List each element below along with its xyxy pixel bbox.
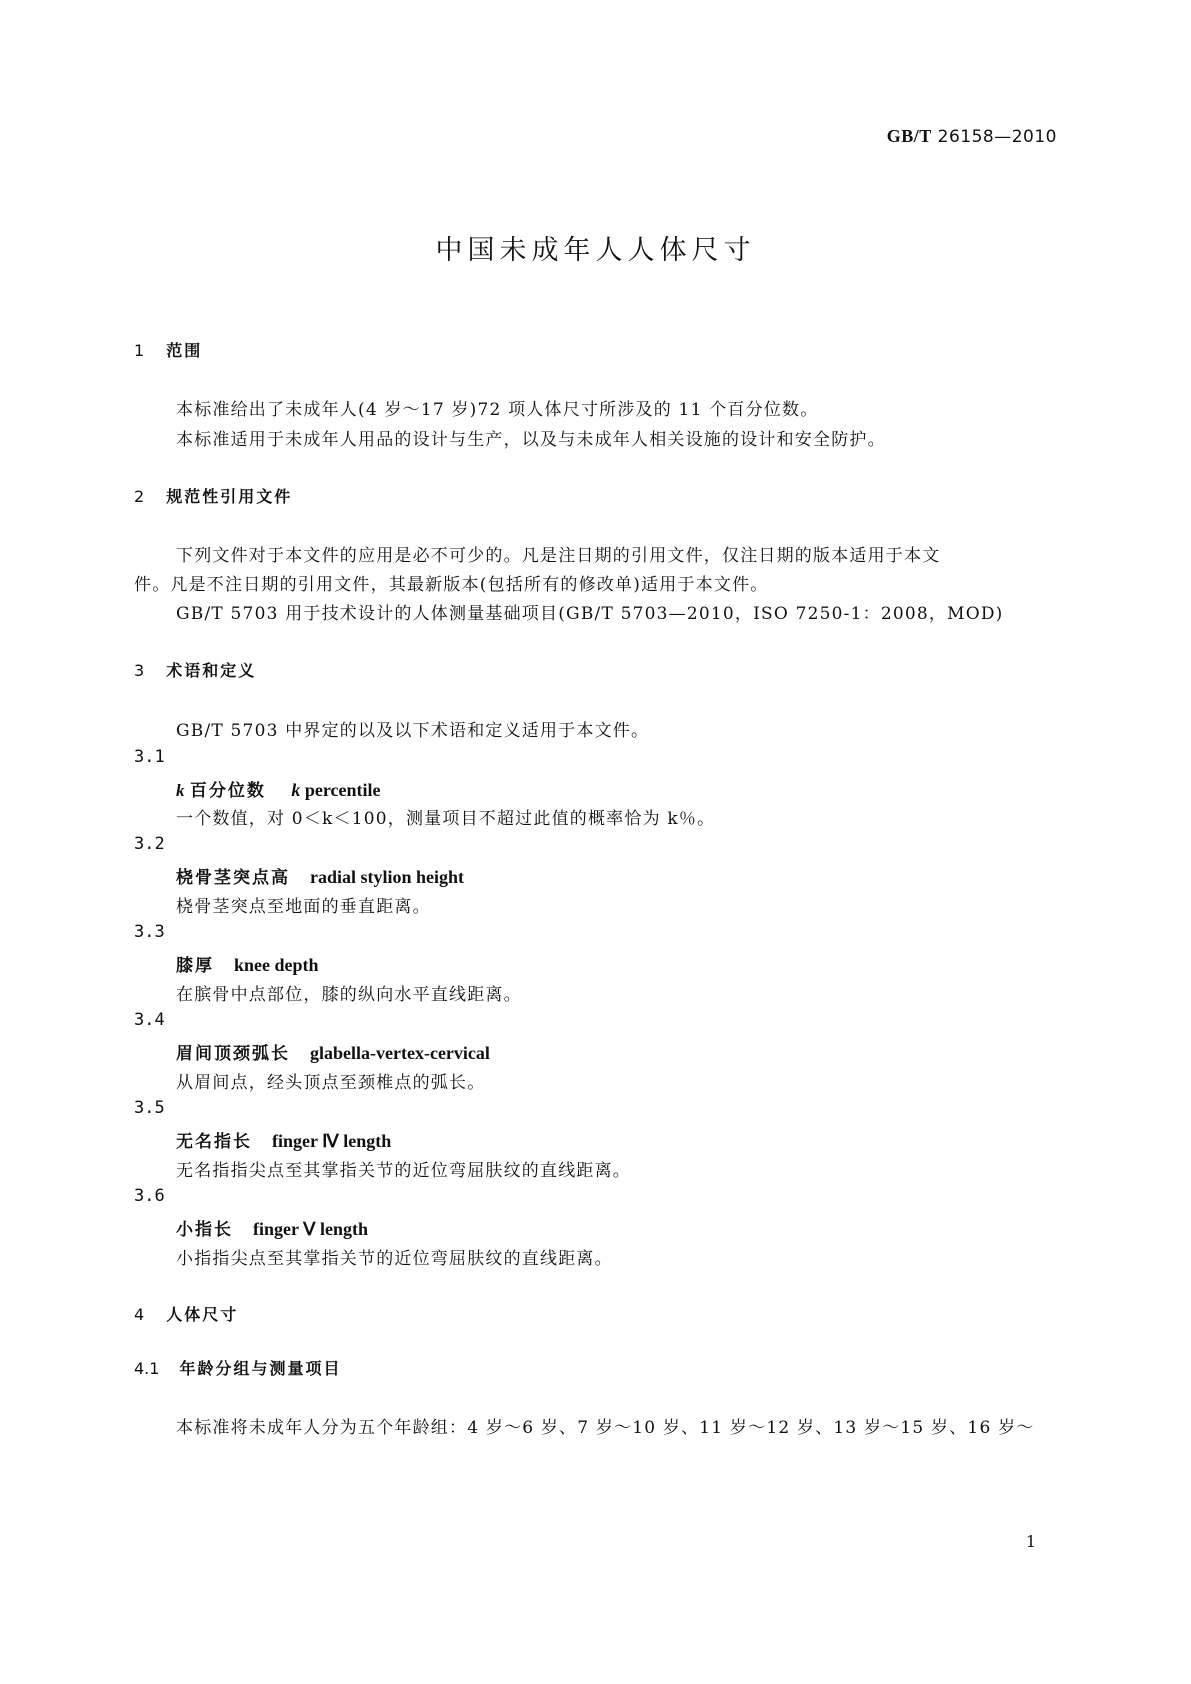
page-number: 1 [1025,1532,1036,1551]
standard-code [887,126,1057,147]
section-1-paragraph-1: 本标准给出了未成年人(4 岁～17 岁)72 项人体尺寸所涉及的 11 个百分位数。 [176,400,819,420]
term-english: finger Ⅴ length [253,1219,368,1239]
section-1-heading [134,338,202,361]
term-heading [176,776,380,801]
section-number: 3 [134,661,145,680]
document-title: 中国未成年人人体尺寸 [435,235,756,266]
section-2-heading [134,484,292,507]
standard-code-prefix: GB/T [886,126,932,146]
term-definition: 在膑骨中点部位，膝的纵向水平直线距离。 [176,985,522,1005]
term-chinese: 百分位数 [189,781,266,801]
section-2-paragraph-line-2: 件。凡是不注日期的引用文件，其最新版本(包括所有的修改单)适用于本文件。 [134,575,769,595]
term-definition: 桡骨茎突点至地面的垂直距离。 [176,897,431,917]
section-1-paragraph-2: 本标准适用于未成年人用品的设计与生产，以及与未成年人相关设施的设计和安全防护。 [176,430,886,450]
term-chinese: 小指长 [176,1220,233,1240]
term-chinese: 眉间顶颈弧长 [176,1044,290,1064]
section-3-heading [134,658,256,681]
term-english: knee depth [234,955,319,975]
term-number: 3.4 [134,1010,165,1030]
term-number: 3.1 [134,747,165,767]
term-number: 3.5 [134,1098,165,1118]
subsection-number: 4.1 [134,1359,160,1378]
section-title: 人体尺寸 [166,1305,239,1324]
term-english [291,780,380,800]
term-chinese: 膝厚 [176,956,214,976]
term-heading [176,1127,391,1152]
term-variable: k [176,781,185,800]
term-chinese: 无名指长 [176,1132,252,1152]
term-heading [176,863,464,888]
term-definition: 无名指指尖点至其掌指关节的近位弯屈肤纹的直线距离。 [176,1161,631,1181]
standard-code-number: 26158—2010 [937,127,1057,147]
term-number: 3.2 [134,834,165,854]
section-number: 4 [134,1305,145,1324]
normative-reference: GB/T 5703 用于技术设计的人体测量基础项目(GB/T 5703—2010，ISO 7250-1：2008，MOD) [176,604,1004,624]
section-4-paragraph: 本标准将未成年人分为五个年龄组：4 岁～6 岁、7 岁～10 岁、11 岁～12 岁、13 岁～15 岁、16 岁～ [176,1418,1035,1438]
section-3-intro: GB/T 5703 中界定的以及以下术语和定义适用于本文件。 [176,721,650,741]
term-number: 3.3 [134,922,165,942]
term-definition: 从眉间点，经头顶点至颈椎点的弧长。 [176,1073,486,1093]
section-title: 范围 [166,341,203,360]
section-2-paragraph-line-1: 下列文件对于本文件的应用是必不可少的。凡是注日期的引用文件，仅注日期的版本适用于本文 [176,546,941,566]
section-number: 2 [134,487,145,506]
term-variable: k [291,780,301,800]
term-english: finger Ⅳ length [272,1131,392,1151]
term-definition: 一个数值，对 0＜k＜100，测量项目不超过此值的概率恰为 k％。 [176,809,716,829]
section-title: 规范性引用文件 [166,487,293,506]
term-heading [176,1215,368,1240]
term-english-text: percentile [304,780,381,800]
term-definition: 小指指尖点至其掌指关节的近位弯屈肤纹的直线距离。 [176,1249,613,1269]
term-number: 3.6 [134,1186,165,1206]
section-4-heading [134,1302,238,1325]
term-heading [176,951,319,976]
term-english: radial stylion height [310,867,465,887]
section-title: 术语和定义 [166,661,257,680]
section-number: 1 [134,341,145,360]
term-heading [176,1039,490,1064]
term-english: glabella-vertex-cervical [310,1043,490,1063]
subsection-title: 年龄分组与测量项目 [179,1359,342,1378]
subsection-4-1-heading [134,1356,341,1379]
term-chinese: 桡骨茎突点高 [176,868,290,888]
